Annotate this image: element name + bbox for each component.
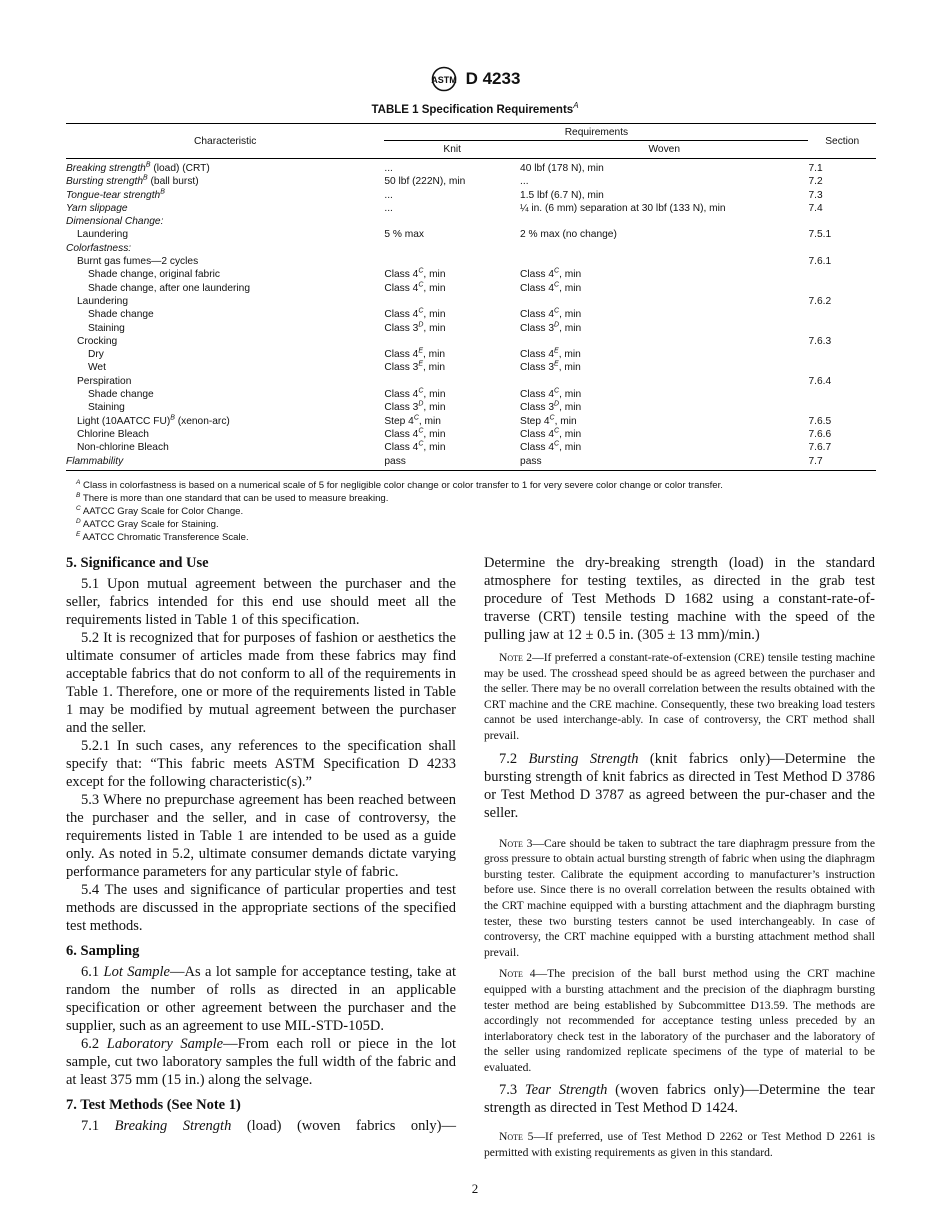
cell-woven: Class $4^E$, min	[520, 347, 581, 361]
cell-knit: pass	[384, 455, 406, 467]
paragraph-7-3: 7.3 Tear Strength (woven fabrics only)—Determine the tear strength as directed in Test Method D 1424.	[484, 1082, 875, 1117]
paragraph-7-2: 7.2 Bursting Strength (knit fabrics only)—Determine the bursting strength of knit fabrics as directed in Test Method D 3786 or Test Method D 3787 as agreed between the pur-chaser and the seller.	[484, 750, 876, 821]
cell-knit: ...	[384, 202, 393, 214]
table-footnotes	[76, 479, 876, 544]
cell-characteristic: Yarn slippage	[66, 202, 128, 214]
table-row	[66, 175, 876, 188]
table-row	[66, 159, 876, 175]
note-5: Note 5—If preferred, use of Test Method D 2262 or Test Method D 2261 is permitted with existing requirements as given in this standard.	[484, 1130, 875, 1160]
table-row	[66, 295, 876, 308]
cell-woven	[520, 335, 808, 348]
paragraph-6-2: 6.2 Laboratory Sample—From each roll or piece in the lot sample, cut two laboratory samples the full width of the fabric and at least 375 mm (15 in.) along the selvage.	[66, 1036, 457, 1088]
cell-characteristic: Shade change, after one laundering	[88, 282, 250, 294]
cell-section: 7.7	[808, 455, 823, 467]
cell-knit: Class $4^C$, min	[384, 281, 446, 294]
cell-knit: Class $4^C$, min	[384, 440, 446, 454]
cell-knit: Class $3^E$, min	[384, 361, 446, 374]
cell-characteristic: Crocking	[77, 335, 118, 347]
cell-woven	[520, 295, 808, 308]
cell-characteristic: Staining	[88, 322, 125, 334]
cell-characteristic: Breaking strength$^B$ (load) (CRT)	[66, 161, 210, 174]
cell-knit: Class $4^C$, min	[384, 307, 446, 321]
cell-section	[808, 401, 876, 414]
paragraph-7-1: 7.1 Breaking Strength (load) (woven fabrics only)—	[81, 1118, 456, 1134]
cell-woven: Class $4^C$, min	[520, 267, 582, 281]
cell-characteristic: Staining	[88, 402, 125, 414]
cell-section	[808, 215, 876, 228]
cell-characteristic: Shade change, original fabric	[88, 269, 220, 281]
cell-knit: Class $4^C$, min	[384, 387, 446, 401]
cell-woven: Class $4^C$, min	[520, 440, 582, 454]
table-row	[66, 415, 876, 428]
table-row	[66, 428, 876, 441]
table-row	[66, 348, 876, 361]
footnote: $^E$ AATCC Chromatic Transference Scale.	[76, 530, 249, 543]
cell-woven: pass	[520, 455, 542, 467]
cell-woven: Class $3^D$, min	[520, 321, 582, 334]
col-header-section: Section	[825, 135, 860, 147]
cell-section: 7.2	[808, 176, 823, 188]
page-header	[0, 66, 950, 92]
cell-woven: Class $4^C$, min	[520, 387, 582, 401]
svg-text:ASTM: ASTM	[430, 75, 457, 85]
section-heading-7: 7. Test Methods (See Note 1)	[66, 1097, 241, 1113]
table-row	[66, 322, 876, 335]
col-header-knit: Knit	[384, 141, 520, 159]
paragraph-5-1: 5.1 Upon mutual agreement between the purchaser and the seller, fabrics intended for this end use should meet all the requirements listed in Table 1 of this specification.	[66, 576, 456, 628]
cell-characteristic: Shade change	[88, 309, 154, 321]
cell-section: 7.6.7	[808, 442, 832, 454]
cell-section: 7.4	[808, 202, 823, 214]
cell-section: 7.6.3	[808, 335, 832, 347]
specification-table	[66, 123, 876, 471]
left-column	[66, 554, 456, 1135]
astm-logo	[430, 66, 458, 92]
cell-section	[808, 242, 876, 255]
cell-characteristic: Shade change	[88, 389, 154, 401]
cell-knit	[384, 255, 520, 268]
cell-knit: ...	[384, 163, 393, 174]
note-3: Note 3—Care should be taken to subtract the tare diaphragm pressure from the gross pressure to obtain actual bursting strength of fabric when using the diaphragm bursting tester. Calibrate the equipment according to manufacturer’s instruction before use. Since there is no overall correlation between the results obtained with the CRT machine equipped with a bursting attachment and the diaphragm bursting tester, these two bursting testers cannot be used interchangeably. In case of controversy, the CRT machine equipped with a bursting attachment method shall prevail.	[484, 836, 875, 959]
table-row	[66, 228, 876, 241]
footnote: $^B$ There is more than one standard that can be used to measure breaking.	[76, 491, 389, 504]
document-number: D 4233	[465, 69, 521, 88]
note-4: Note 4—The precision of the ball burst method using the CRT machine equipped with a bursting attachment and the precision of the diaphragm bursting tester method are being established by Subcommittee D13.59. The methods are accordingly not recommended for acceptance testing unless preceded by an interlaboratory check test in the laboratory of the purchaser and the laboratory of the seller using randomized replicate specimens of the type of material to be evaluated.	[484, 967, 875, 1074]
cell-characteristic: Colorfastness:	[66, 242, 132, 254]
col-header-requirements: Requirements	[384, 124, 808, 141]
cell-characteristic: Burnt gas fumes—2 cycles	[77, 256, 199, 268]
cell-woven: 1.5 lbf (6.7 N), min	[520, 189, 604, 201]
cell-woven	[520, 242, 808, 255]
cell-section	[808, 388, 876, 401]
paragraph-5-3: 5.3 Where no prepurchase agreement has been reached between the purchaser and the seller, and in case of controversy, the requirements listed in Table 1 are intended to be used as a guide only. As noted in 5.2, ultimate consumer demands dictate varying performance parameters for any particular style of fabric.	[66, 792, 456, 880]
table-title: TABLE 1 Specification Requirements$^A$	[371, 101, 579, 116]
page-number: 2	[471, 1181, 479, 1196]
paragraph-5-2-1: 5.2.1 In such cases, any references to the specification shall specify that: “This fabric meets ASTM Specification D 4233 except for the following characteristic(s).”	[66, 738, 456, 790]
note-2: Note 2—If preferred a constant-rate-of-extension (CRE) tensile testing machine may be used. The crosshead speed should be as agreed between the purchaser and the seller. There may be no overall correlation between the results obtained with the CRT machine and the CRE machine. Consequently, these two breaking load testers cannot be used interchange-ably. In case of controversy, the CRT method shall prevail.	[484, 651, 875, 742]
cell-characteristic: Non-chlorine Bleach	[77, 442, 169, 454]
cell-characteristic: Bursting strength$^B$ (ball burst)	[66, 174, 199, 188]
table-row	[66, 308, 876, 321]
cell-section: 7.3	[808, 189, 823, 201]
cell-woven: 2 % max (no change)	[520, 229, 617, 241]
cell-characteristic: Tongue-tear strength$^B$	[66, 188, 165, 201]
cell-knit	[384, 215, 520, 228]
cell-section: 7.1	[808, 163, 823, 174]
table-row	[66, 242, 876, 255]
cell-section: 7.6.5	[808, 415, 832, 427]
col-header-woven: Woven	[520, 141, 808, 159]
cell-characteristic: Wet	[88, 362, 106, 374]
cell-woven: Class $4^C$, min	[520, 307, 582, 321]
paragraph-7-1-continued: Determine the dry-breaking strength (load) in the standard atmosphere for testing textiles, as directed in the grab test procedure of Test Methods D 1682 using a constant-rate-of-traverse (CRT) tensile testing machine with the speed of the pulling jaw at 12 ± 0.5 in. (305 ± 13 mm)/min.)	[484, 555, 875, 643]
paragraph-6-1: 6.1 Lot Sample—As a lot sample for acceptance testing, take at random the number of rolls as directed in an applicable specification or other agreement between the purchaser and the supplier, such as an agreement to use MIL-STD-105D.	[66, 964, 457, 1034]
cell-characteristic: Laundering	[77, 295, 128, 307]
cell-characteristic: Laundering	[77, 229, 128, 241]
cell-characteristic: Dimensional Change:	[66, 216, 164, 228]
cell-knit: Class $4^C$, min	[384, 427, 446, 440]
cell-section: 7.6.2	[808, 295, 832, 307]
paragraph-5-4: 5.4 The uses and significance of particular properties and test methods are discussed in the appropriate sections of the specified test methods.	[66, 882, 456, 934]
right-column	[484, 554, 875, 1167]
cell-section	[808, 322, 876, 335]
cell-knit: Step $4^C$, min	[384, 414, 441, 427]
cell-woven: Class $3^D$, min	[520, 400, 582, 414]
cell-characteristic: Perspiration	[77, 375, 132, 387]
cell-knit	[384, 375, 520, 388]
cell-section: 7.6.6	[808, 428, 832, 440]
table-row	[66, 255, 876, 268]
table-row	[66, 282, 876, 295]
cell-section	[808, 361, 876, 374]
table-row	[66, 375, 876, 388]
cell-woven: Step $4^C$, min	[520, 414, 577, 427]
table-row	[66, 361, 876, 374]
table-row	[66, 388, 876, 401]
cell-knit	[384, 242, 520, 255]
cell-knit	[384, 295, 520, 308]
cell-characteristic: Chlorine Bleach	[77, 428, 149, 440]
section-heading-6: 6. Sampling	[66, 943, 140, 959]
paragraph-5-2: 5.2 It is recognized that for purposes of fashion or aesthetics the ultimate consumer of articles made from these fabrics may find acceptable fabrics that do not conform to all of the requirements in Table 1. Therefore, one or more of the requirements listed in Table 1 may be modified by mutual agreement between the purchaser and the seller.	[66, 630, 456, 736]
table-row	[66, 441, 876, 454]
section-heading-5: 5. Significance and Use	[66, 555, 209, 571]
table-row	[66, 202, 876, 215]
footnote: $^A$ Class in colorfastness is based on a numerical scale of 5 for negligible color change or color transfer to 1 for very severe color change or color transfer.	[76, 478, 723, 491]
cell-woven	[520, 255, 808, 268]
table-row	[66, 335, 876, 348]
cell-knit	[384, 335, 520, 348]
cell-knit: Class $3^D$, min	[384, 321, 446, 334]
cell-characteristic: Flammability	[66, 455, 124, 467]
cell-section: 7.5.1	[808, 229, 832, 241]
cell-knit: Class $4^E$, min	[384, 347, 446, 361]
cell-characteristic: Dry	[88, 349, 104, 361]
cell-knit: Class $3^D$, min	[384, 400, 446, 414]
cell-section	[808, 282, 876, 295]
table-row	[66, 268, 876, 281]
table-row	[66, 455, 876, 470]
table-row	[66, 189, 876, 202]
col-header-characteristic: Characteristic	[194, 135, 257, 147]
table-row	[66, 215, 876, 228]
table-body	[66, 159, 876, 470]
cell-section: 7.6.4	[808, 375, 832, 387]
cell-woven: Class $4^C$, min	[520, 281, 582, 294]
footnote: $^D$ AATCC Gray Scale for Staining.	[76, 517, 219, 530]
cell-section	[808, 268, 876, 281]
cell-woven: Class $4^C$, min	[520, 427, 582, 440]
cell-woven: Class $3^E$, min	[520, 361, 581, 374]
cell-knit: 5 % max	[384, 229, 424, 241]
cell-woven: ¼ in. (6 mm) separation at 30 lbf (133 N), min	[520, 202, 726, 214]
cell-knit: Class $4^C$, min	[384, 267, 446, 281]
cell-knit: ...	[384, 189, 393, 201]
cell-section	[808, 308, 876, 321]
cell-woven	[520, 375, 808, 388]
cell-characteristic: Light (10AATCC FU)$^B$ (xenon-arc)	[77, 414, 230, 427]
cell-woven: ...	[520, 176, 529, 188]
cell-section: 7.6.1	[808, 256, 832, 268]
table-row	[66, 401, 876, 414]
cell-woven: 40 lbf (178 N), min	[520, 163, 604, 174]
footnote: $^C$ AATCC Gray Scale for Color Change.	[76, 504, 244, 517]
cell-knit: 50 lbf (222N), min	[384, 176, 466, 188]
cell-woven	[520, 215, 808, 228]
cell-section	[808, 348, 876, 361]
